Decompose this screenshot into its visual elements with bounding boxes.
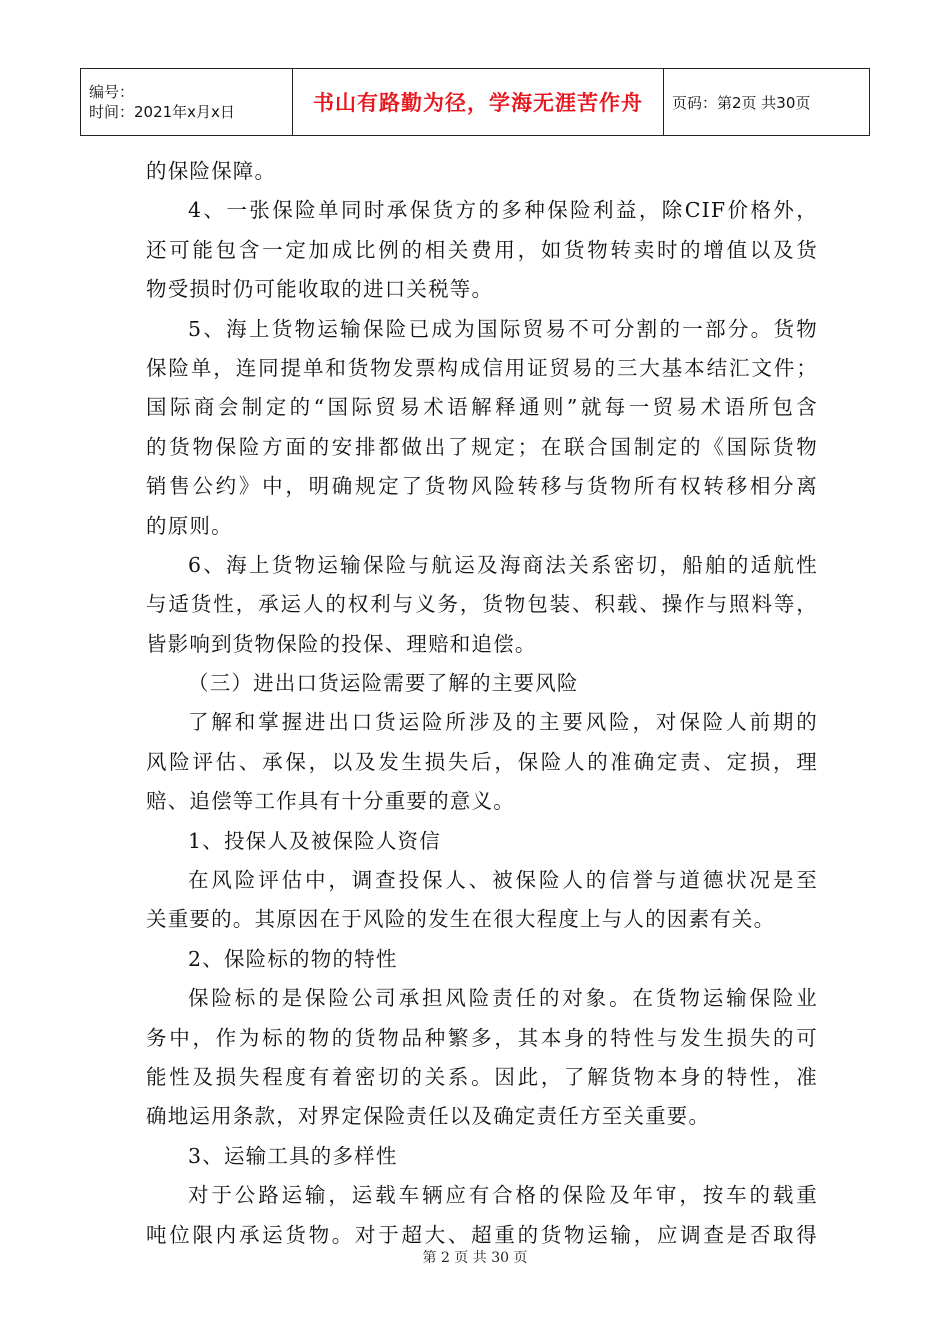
text-line: 对于公路运输，运载车辆应有合格的保险及年审，按车的载重 bbox=[188, 1183, 818, 1208]
text-line: 的原则。 bbox=[146, 513, 233, 538]
page-info: 页码：第2页 共30页 bbox=[664, 69, 870, 136]
text-line: 5、海上货物运输保险已成为国际贸易不可分割的一部分。货物 bbox=[188, 316, 818, 341]
text-line: 物受损时仍可能收取的进口关税等。 bbox=[146, 277, 494, 302]
text-line: 还可能包含一定加成比例的相关费用，如货物转卖时的增值以及货 bbox=[146, 237, 818, 262]
page-header bbox=[80, 68, 870, 136]
text-line: 保险标的是保险公司承担风险责任的对象。在货物运输保险业 bbox=[188, 986, 818, 1011]
text-line: 保险单，连同提单和货物发票构成信用证贸易的三大基本结汇文件； bbox=[146, 355, 818, 380]
text-line: 与适货性，承运人的权利与义务，货物包装、积载、操作与照料等， bbox=[146, 592, 818, 617]
page-footer: 第 2 页 共 30 页 bbox=[422, 1250, 528, 1266]
text-line: 在风险评估中，调查投保人、被保险人的信誉与道德状况是至 bbox=[188, 868, 818, 893]
text-line: 销售公约》中，明确规定了货物风险转移与货物所有权转移相分离 bbox=[146, 474, 818, 499]
text-line: 的保险保障。 bbox=[146, 159, 277, 183]
subsection-heading: 3、运输工具的多样性 bbox=[188, 1143, 398, 1168]
header-meta bbox=[81, 69, 293, 136]
text-line: 4、一张保险单同时承保货方的多种保险利益，除CIF价格外， bbox=[188, 198, 818, 223]
body-text bbox=[146, 152, 818, 1255]
motto: 书山有路勤为径，学海无涯苦作舟 bbox=[313, 91, 643, 115]
code-label: 编号： bbox=[89, 83, 135, 101]
text-line: 风险评估、承保，以及发生损失后，保险人的准确定责、定损，理 bbox=[146, 749, 818, 774]
text-line: 能性及损失程度有着密切的关系。因此，了解货物本身的特性，准 bbox=[146, 1064, 818, 1089]
section-heading: （三）进出口货运险需要了解的主要风险 bbox=[188, 671, 579, 696]
text-line: 6、海上货物运输保险与航运及海商法关系密切，船舶的适航性 bbox=[188, 552, 818, 577]
text-line: 的货物保险方面的安排都做出了规定；在联合国制定的《国际货物 bbox=[146, 434, 818, 459]
text-line: 皆影响到货物保险的投保、理赔和追偿。 bbox=[146, 631, 537, 656]
subsection-heading: 1、投保人及被保险人资信 bbox=[188, 828, 441, 853]
text-line: 关重要的。其原因在于风险的发生在很大程度上与人的因素有关。 bbox=[146, 907, 776, 932]
text-line: 确地运用条款，对界定保险责任以及确定责任方至关重要。 bbox=[146, 1104, 711, 1129]
text-line: 国际商会制定的“国际贸易术语解释通则”就每一贸易术语所包含 bbox=[146, 395, 818, 420]
text-line: 赔、追偿等工作具有十分重要的意义。 bbox=[146, 789, 515, 814]
time-label: 时间：2021年x月x日 bbox=[89, 103, 235, 121]
header-motto-cell bbox=[293, 69, 664, 136]
text-line: 务中，作为标的物的货物品种繁多，其本身的特性与发生损失的可 bbox=[146, 1025, 818, 1050]
subsection-heading: 2、保险标的物的特性 bbox=[188, 946, 398, 971]
text-line: 了解和掌握进出口货运险所涉及的主要风险，对保险人前期的 bbox=[188, 710, 818, 735]
text-line: 吨位限内承运货物。对于超大、超重的货物运输，应调查是否取得 bbox=[146, 1222, 818, 1247]
